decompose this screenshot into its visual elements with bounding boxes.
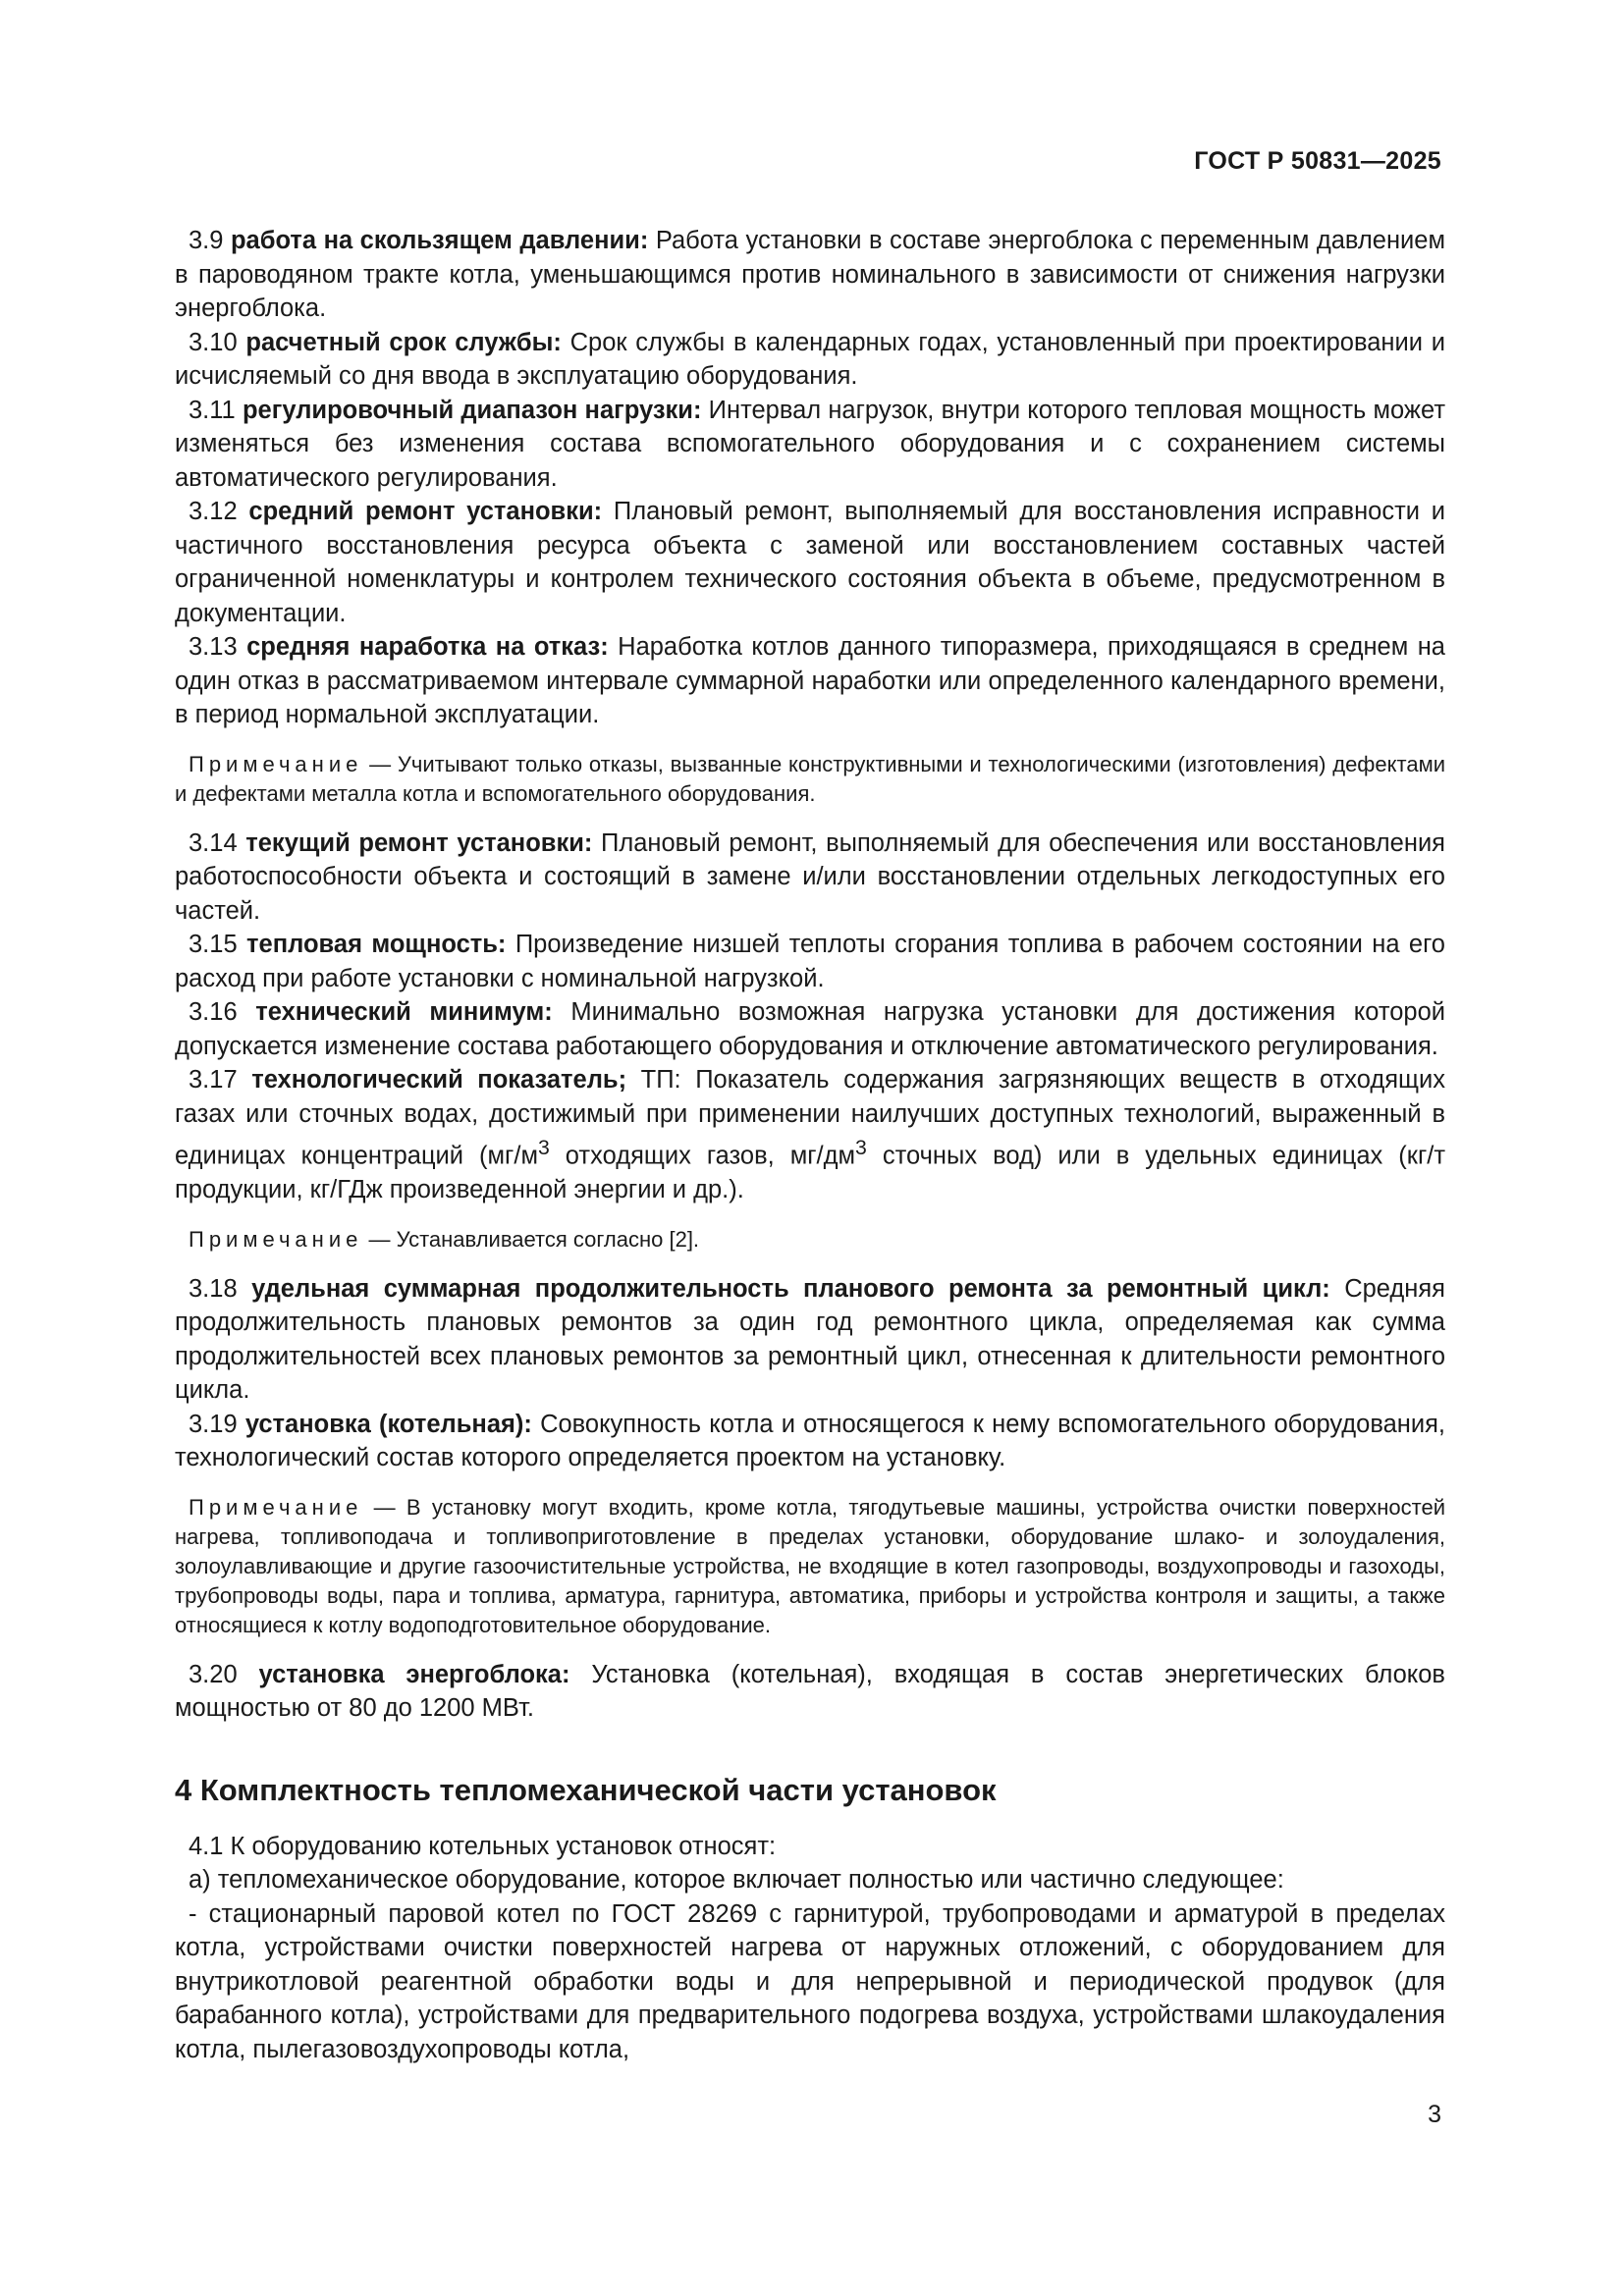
term-definition: Произведение низшей теплоты сгорания топлива в рабочем состоянии на его расход при работе установки с номинальной нагрузкой. bbox=[175, 931, 1445, 992]
term-definition: Интервал нагрузок, внутри которого тепловая мощность может изменяться без изменения состава вспомогательного оборудования и с сохранением системы автоматического регулирования. bbox=[175, 396, 1445, 492]
clause-4-1: 4.1 К оборудованию котельных установок относят: bbox=[189, 1832, 777, 1860]
term-name: расчетный срок службы: bbox=[245, 328, 562, 356]
term-name: установка (котельная): bbox=[244, 1410, 532, 1438]
term-3-15 bbox=[175, 928, 1445, 995]
superscript-3: 3 bbox=[537, 1136, 550, 1159]
term-3-11 bbox=[175, 394, 1445, 496]
term-definition: Плановый ремонт, выполняемый для обеспечения или восстановления работоспособности объекта и состоящий в замене и/или восстановлении отдельных легкодоступных его частей. bbox=[175, 828, 1445, 925]
term-number: 3.13 bbox=[189, 633, 238, 661]
page-number: 3 bbox=[1428, 2101, 1441, 2128]
term-number: 3.19 bbox=[189, 1410, 238, 1438]
term-definition: Минимально возможная нагрузка установки для достижения которой допускается изменение состава работающего оборудования и отключение автоматического регулирования. bbox=[175, 998, 1445, 1060]
term-definition-part-c: сточных вод) или в удельных единицах (кг/т продукции, кг/ГДж произведенной энергии и др.). bbox=[175, 1142, 1446, 1203]
note-3-19 bbox=[175, 1493, 1445, 1640]
note-label: Примечание bbox=[189, 751, 363, 776]
term-name: технологический показатель; bbox=[251, 1066, 627, 1094]
term-number: 3.20 bbox=[189, 1660, 238, 1688]
term-3-12 bbox=[175, 495, 1445, 630]
term-3-19 bbox=[175, 1408, 1445, 1475]
term-definition: Совокупность котла и относящегося к нему вспомогательного оборудования, технологический состав которого определяется проектом на установку. bbox=[175, 1410, 1445, 1471]
term-definition: Установка (котельная), входящая в состав энергетических блоков мощностью от 80 до 1200 МВт. bbox=[175, 1660, 1445, 1722]
note-3-13 bbox=[175, 750, 1445, 809]
term-3-20 bbox=[175, 1658, 1445, 1726]
term-number: 3.18 bbox=[189, 1274, 238, 1303]
term-number: 3.16 bbox=[189, 998, 238, 1026]
term-3-18 bbox=[175, 1272, 1445, 1408]
term-number: 3.17 bbox=[189, 1066, 238, 1094]
term-name: удельная суммарная продолжительность планового ремонта за ремонтный цикл: bbox=[251, 1274, 1330, 1303]
document-id-header: ГОСТ Р 50831—2025 bbox=[1194, 147, 1441, 175]
note-label: Примечание bbox=[189, 1494, 363, 1520]
term-number: 3.11 bbox=[189, 396, 236, 424]
term-definition: Работа установки в составе энергоблока с переменным давлением в пароводяном тракте котла, уменьшающимся против номинального в зависимости от снижения нагрузки энергоблока. bbox=[175, 227, 1445, 322]
term-definition-part-a: ТП: Показатель содержания загрязняющих веществ в отходящих газах или сточных водах, достижимый при применении наилучших доступных технологий, выраженный в единицах концентраций (мг/м bbox=[175, 1066, 1445, 1170]
superscript-3: 3 bbox=[855, 1136, 867, 1159]
term-definition: Срок службы в календарных годах, установленный при проектировании и исчисляемый со дня ввода в эксплуатацию оборудования. bbox=[175, 328, 1445, 390]
term-number: 3.15 bbox=[189, 931, 238, 958]
term-3-16 bbox=[175, 995, 1445, 1063]
note-label: Примечание bbox=[189, 1226, 363, 1252]
term-name: работа на скользящем давлении: bbox=[230, 227, 649, 254]
clause-4-1-a: а) тепломеханическое оборудование, которое включает полностью или частично следующее: bbox=[189, 1866, 1284, 1894]
page-content bbox=[175, 224, 1445, 2066]
term-number: 3.10 bbox=[189, 328, 238, 356]
term-name: установка энергоблока: bbox=[258, 1660, 570, 1688]
term-3-10 bbox=[175, 326, 1445, 394]
section-4-title: 4 Комплектность тепломеханической части установок bbox=[175, 1772, 997, 1807]
term-number: 3.12 bbox=[189, 498, 238, 525]
term-definition: Плановый ремонт, выполняемый для восстановления исправности и частичного восстановления ресурса объекта с заменой или восстановлением составных частей ограниченной номенклатуры и контролем технического состояния объекта в объеме, предусмотренном в документации. bbox=[175, 498, 1446, 627]
note-3-17 bbox=[175, 1225, 1445, 1255]
term-3-17 bbox=[175, 1063, 1445, 1207]
term-number: 3.14 bbox=[189, 828, 238, 857]
note-text: — Устанавливается согласно [2]. bbox=[368, 1226, 700, 1252]
note-text: — Учитывают только отказы, вызванные конструктивными и технологическими (изготовления) дефектами и дефектами металла котла и вспомогательного оборудования. bbox=[175, 751, 1445, 806]
term-3-9 bbox=[175, 224, 1445, 326]
term-number: 3.9 bbox=[189, 227, 224, 254]
note-text: — В установку могут входить, кроме котла, тягодутьевые машины, устройства очистки поверхностей нагрева, топливоподача и топливоприготовление в пределах установки, оборудование шлако- и золоудаления, золоулавливающие и другие газоочистительные устройства, не входящие в котел газопроводы, воздухопроводы и газоходы, трубопроводы воды, пара и топлива, арматура, гарнитура, автоматика, приборы и устройства контроля и защиты, а также относящиеся к котлу водоподготовительное оборудование. bbox=[175, 1494, 1445, 1637]
term-name: текущий ремонт установки: bbox=[245, 828, 593, 857]
term-definition: Наработка котлов данного типоразмера, приходящаяся в среднем на один отказ в рассматриваемом интервале суммарной наработки или определенного календарного времени, в период нормальной эксплуатации. bbox=[175, 633, 1445, 728]
term-definition-part-b: отходящих газов, мг/дм bbox=[549, 1142, 856, 1170]
term-name: технический минимум: bbox=[255, 998, 553, 1026]
term-name: регулировочный диапазон нагрузки: bbox=[242, 396, 702, 424]
clause-4-1-a-item: - стационарный паровой котел по ГОСТ 28269 с гарнитурой, трубопроводами и арматурой в пределах котла, устройствами очистки поверхностей нагрева от наружных отложений, с оборудованием для внутрикотловой реагентной обработки воды и для непрерывной и периодической продувок (для барабанного котла), устройствами для предварительного подогрева воздуха, устройствами шлакоудаления котла, пылегазовоздухопроводы котла, bbox=[175, 1899, 1445, 2063]
term-3-14 bbox=[175, 827, 1445, 929]
term-name: средний ремонт установки: bbox=[248, 498, 603, 525]
term-name: тепловая мощность: bbox=[246, 931, 507, 958]
term-name: средняя наработка на отказ: bbox=[246, 633, 609, 661]
term-definition: Средняя продолжительность плановых ремонтов за один год ремонтного цикла, определяемая как сумма продолжительностей всех плановых ремонтов за ремонтный цикл, отнесенная к длительности ремонтного цикла. bbox=[175, 1274, 1445, 1404]
term-3-13 bbox=[175, 630, 1445, 732]
